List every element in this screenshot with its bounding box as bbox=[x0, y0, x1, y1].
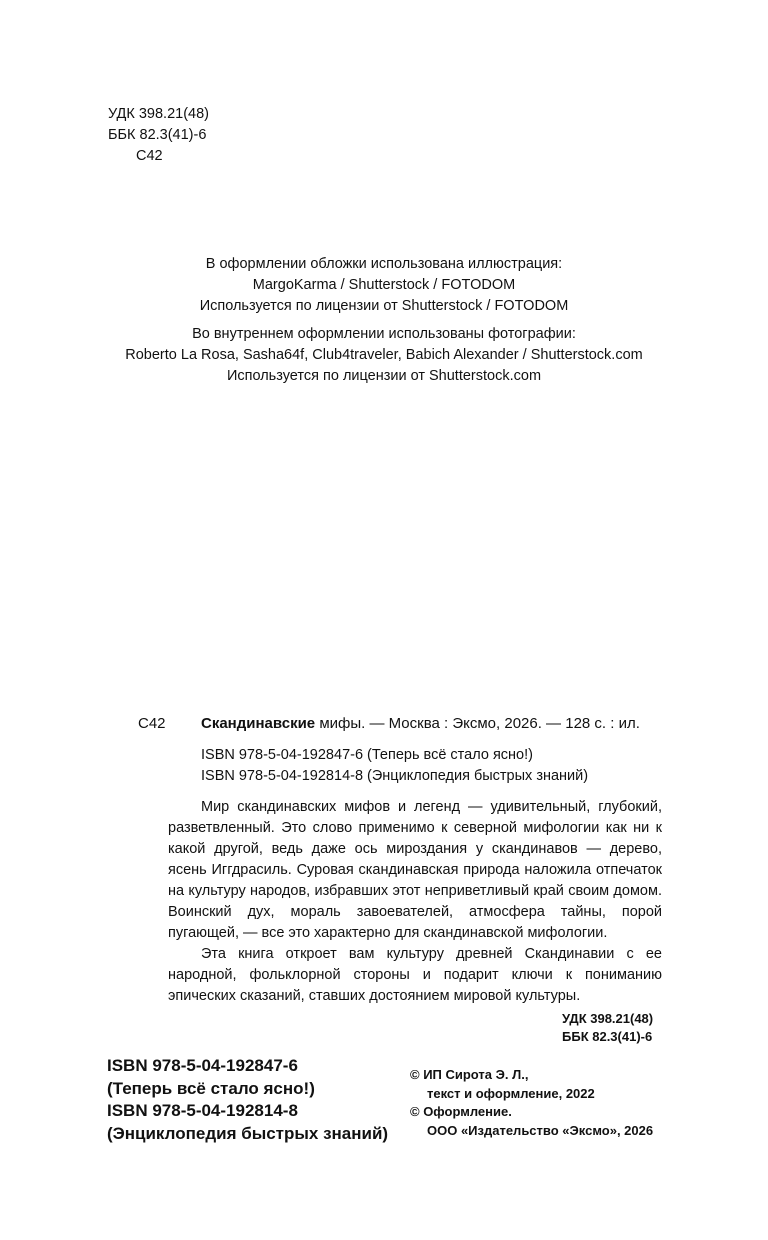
copyright-line: © Оформление. bbox=[410, 1104, 512, 1119]
copyright-line: © ИП Сирота Э. Л., bbox=[410, 1067, 529, 1082]
catalog-isbn-line: ISBN 978-5-04-192847-6 (Теперь всё стало ясно!) bbox=[201, 747, 533, 763]
footer-library-codes bbox=[562, 1010, 653, 1046]
author-code: С42 bbox=[136, 148, 163, 164]
catalog-title-bold: Скандинавские bbox=[201, 715, 316, 732]
annotation bbox=[168, 797, 662, 1007]
annotation-paragraph: Эта книга откроет вам культуру древней Скандинавии с ее народной, фольклорной стороны и подарит ключи к пониманию эпических сказаний, ставших достоянием мировой культуры. bbox=[168, 946, 662, 1004]
isbn-line: ISBN 978-5-04-192847-6 bbox=[107, 1056, 298, 1075]
credit-line: Используется по лицензии от Shutterstock.com bbox=[226, 368, 542, 384]
interior-photo-credits bbox=[0, 324, 768, 387]
library-codes bbox=[108, 104, 209, 167]
catalog-isbn-list bbox=[201, 745, 588, 787]
catalog-code: С42 bbox=[138, 715, 166, 732]
copyright-block bbox=[410, 1066, 653, 1140]
catalog-isbn-line: ISBN 978-5-04-192814-8 (Энциклопедия быстрых знаний) bbox=[201, 768, 589, 784]
isbn-series-line: (Теперь всё стало ясно!) bbox=[107, 1078, 315, 1098]
credit-line: В оформлении обложки использована иллюстрация: bbox=[205, 256, 563, 272]
credit-line: Во внутреннем оформлении использованы фотографии: bbox=[192, 326, 576, 342]
catalog-title-rest: мифы. — Москва : Эксмо, 2026. — 128 с. : ил. bbox=[315, 715, 640, 732]
copyright-line: ООО «Издательство «Эксмо», 2026 bbox=[427, 1122, 654, 1138]
copyright-line: текст и оформление, 2022 bbox=[427, 1085, 595, 1101]
credit-line: Используется по лицензии от Shutterstock / FOTODOM bbox=[199, 298, 569, 314]
catalog-title bbox=[201, 715, 640, 732]
isbn-line: ISBN 978-5-04-192814-8 bbox=[107, 1101, 298, 1120]
footer-bbk-code: ББК 82.3(41)-6 bbox=[562, 1029, 653, 1044]
footer-udk-code: УДК 398.21(48) bbox=[562, 1011, 654, 1026]
isbn-block bbox=[107, 1055, 388, 1145]
bbk-code: ББК 82.3(41)-6 bbox=[108, 127, 207, 143]
credit-line: MargoKarma / Shutterstock / FOTODOM bbox=[252, 277, 516, 293]
annotation-paragraph: Мир скандинавских мифов и легенд — удивительный, глубокий, разветвленный. Это слово применимо к северной мифологии как ни к какой другой, ведь даже ось мироздания у скандинавов — дерево, ясень Иггдрасиль. Суровая скандинавская природа наложила отпечаток на культуру народов, избравших этот неприветливый край своим домом. Воинский дух, мораль завоевателей, атмосфера тайны, порой пугающей, — все это характерно для скандинавской мифологии. bbox=[168, 799, 662, 941]
credit-line: Roberto La Rosa, Sasha64f, Club4traveler, Babich Alexander / Shutterstock.com bbox=[125, 347, 643, 363]
isbn-series-line: (Энциклопедия быстрых знаний) bbox=[107, 1123, 389, 1143]
udk-code: УДК 398.21(48) bbox=[108, 106, 209, 122]
cover-illustration-credits bbox=[0, 254, 768, 317]
